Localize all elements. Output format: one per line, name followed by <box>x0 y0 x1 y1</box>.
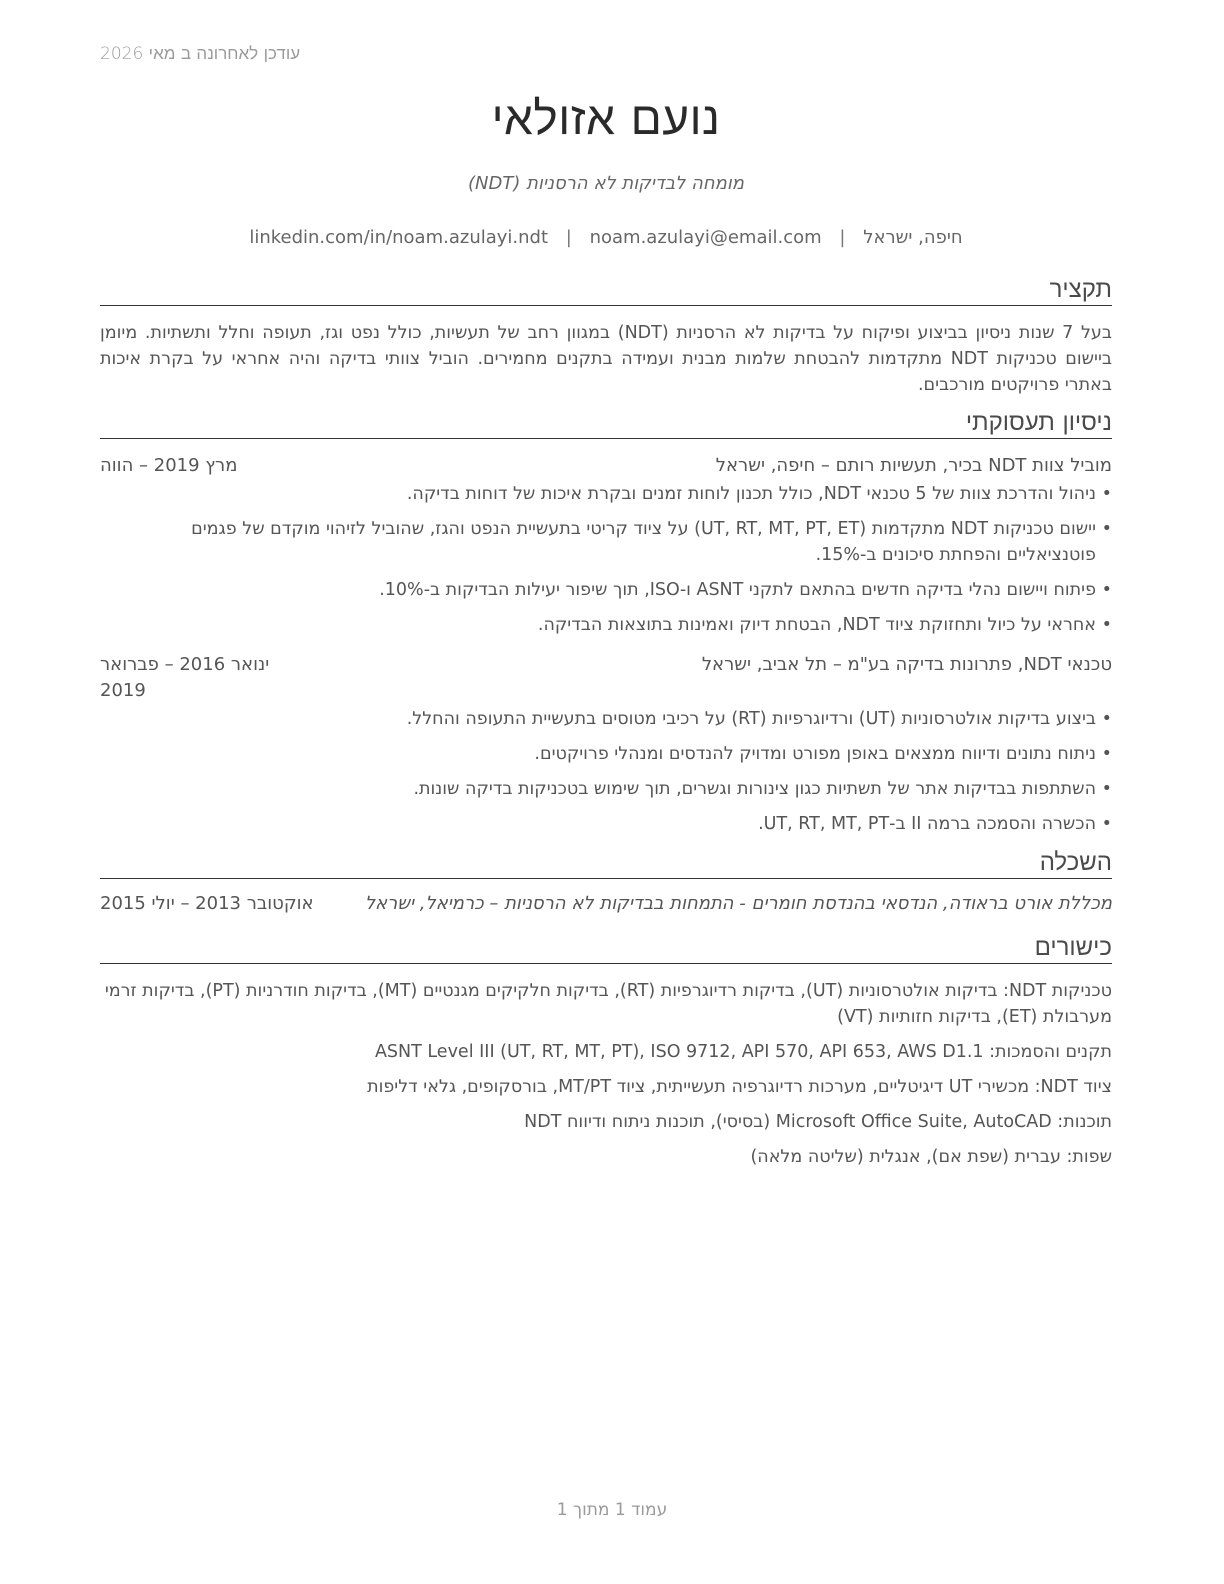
list-item <box>100 741 1112 767</box>
skill-line: טכניקות NDT: בדיקות אולטרסוניות (UT), בדיקות רדיוגרפיות (RT), בדיקות חלקיקים מגנטיים (MT), בדיקות חודרניות (PT), בדיקות זרמי מערבולת (ET), בדיקות חזותיות (VT) <box>104 981 1112 1027</box>
resume-content <box>100 273 1112 1179</box>
bullet-text: הכשרה והסמכה ברמה II ב-UT, RT, MT, PT. <box>758 814 1096 834</box>
bullet-text: השתתפות בבדיקות אתר של תשתיות כגון צינורות וגשרים, תוך שימוש בטכניקות בדיקה שונות. <box>413 779 1096 799</box>
last-updated-text: עודכן לאחרונה ב מאי 2026 <box>100 44 301 64</box>
bullet-marker: • <box>1101 744 1112 764</box>
person-name: נועם אזולאי <box>491 91 721 145</box>
list-item <box>100 577 1112 603</box>
list-item <box>100 811 1112 837</box>
contact-line <box>100 226 1112 250</box>
bullet-marker: • <box>1101 615 1112 635</box>
bullet-text: יישום טכניקות NDT מתקדמות (UT, RT, MT, PT, ET) על ציוד קריטי בתעשיית הנפט והגז, שהוביל לזיהוי מוקדם של פגמים פוטנציאליים והפחתת סיכונים ב-15%. <box>191 519 1096 565</box>
bullet-text: ביצוע בדיקות אולטרסוניות (UT) ורדיוגרפיות (RT) על רכיבי מטוסים בתעשיית התעופה והחלל. <box>406 709 1096 729</box>
contact-separator: | <box>565 227 572 248</box>
experience-heading: ניסיון תעסוקתי <box>100 406 1112 439</box>
job-dates: מרץ 2019 – הווה <box>100 455 238 476</box>
job-role: טכנאי NDT, פתרונות בדיקה בע"מ – תל אביב, ישראל <box>701 654 1112 675</box>
list-item <box>100 706 1112 732</box>
bullet-text: ניהול והדרכת צוות של 5 טכנאי NDT, כולל תכנון לוחות זמנים ובקרת איכות של דוחות בדיקה. <box>406 484 1096 504</box>
bullet-marker: • <box>1101 709 1112 729</box>
page-number: עמוד 1 מתוך 1 <box>556 1500 668 1520</box>
bullet-marker: • <box>1101 814 1112 834</box>
bullet-text: פיתוח ויישום נהלי בדיקה חדשים בהתאם לתקני ASNT ו-ISO, תוך שיפור יעילות הבדיקות ב-10%. <box>379 580 1096 600</box>
job-header <box>100 453 1112 479</box>
job-entry <box>100 453 1112 638</box>
contact-separator: | <box>839 227 846 248</box>
bullet-marker: • <box>1101 779 1112 799</box>
summary-heading: תקציר <box>100 273 1112 306</box>
list-item <box>100 516 1112 568</box>
skill-line: תקנים והסמכות: ASNT Level III (UT, RT, MT, PT), ISO 9712, API 570, API 653, AWS D1.1 <box>374 1042 1112 1062</box>
job-bullets <box>100 481 1112 638</box>
job-dates: ינואר 2016 – פברואר 2019 <box>100 654 270 701</box>
list-item <box>100 481 1112 507</box>
summary-text: בעל 7 שנות ניסיון בביצוע ופיקוח על בדיקות לא הרסניות (NDT) במגוון רחב של תעשיות, כולל נפט וגז, תעופה וחלל ותשתיות. מיומן ביישום טכניקות NDT מתקדמות להבטחת שלמות מבנית ועמידה בתקנים מחמירים. הוביל צוותי בדיקה והיה אחראי על בקרת איכות באתרי פרויקטים מורכבים. <box>100 323 1112 395</box>
job-bullets <box>100 706 1112 837</box>
bullet-text: ניתוח נתונים ודיווח ממצאים באופן מפורט ומדויק להנדסים ומנהלי פרויקטים. <box>534 744 1096 764</box>
linkedin-link[interactable]: linkedin.com/in/noam.azulayi.ndt <box>249 227 549 248</box>
education-entry <box>100 891 1112 917</box>
email-link[interactable]: noam.azulayi@email.com <box>589 227 822 248</box>
education-dates: אוקטובר 2013 – יולי 2015 <box>100 893 314 914</box>
skill-line: ציוד NDT: מכשירי UT דיגיטליים, מערכות רדיוגרפיה תעשייתית, ציוד MT/PT, בורסקופים, גלאי דליפות <box>367 1077 1112 1097</box>
skill-line: שפות: עברית (שפת אם), אנגלית (שליטה מלאה) <box>750 1147 1112 1167</box>
bullet-marker: • <box>1101 519 1112 539</box>
job-title: מומחה לבדיקות לא הרסניות (NDT) <box>468 173 744 194</box>
job-role: מוביל צוות NDT בכיר, תעשיות רותם – חיפה, ישראל <box>715 455 1112 476</box>
bullet-marker: • <box>1101 484 1112 504</box>
education-school: מכללת אורט בראודה, הנדסאי בהנדסת חומרים - התמחות בבדיקות לא הרסניות – כרמיאל, ישראל <box>364 893 1112 914</box>
location-text: חיפה, ישראל <box>863 227 963 248</box>
bullet-marker: • <box>1101 580 1112 600</box>
skill-line: תוכנות: Microsoft Office Suite, AutoCAD (בסיסי), תוכנות ניתוח ודיווח NDT <box>524 1112 1112 1132</box>
skills-heading: כישורים <box>100 931 1112 964</box>
list-item <box>100 776 1112 802</box>
list-item <box>100 612 1112 638</box>
bullet-text: אחראי על כיול ותחזוקת ציוד NDT, הבטחת דיוק ואמינות בתוצאות הבדיקה. <box>537 615 1096 635</box>
resume-header <box>100 90 1112 250</box>
education-heading: השכלה <box>100 846 1112 879</box>
job-entry <box>100 652 1112 837</box>
job-header <box>100 652 1112 704</box>
skills-list <box>100 978 1112 1170</box>
